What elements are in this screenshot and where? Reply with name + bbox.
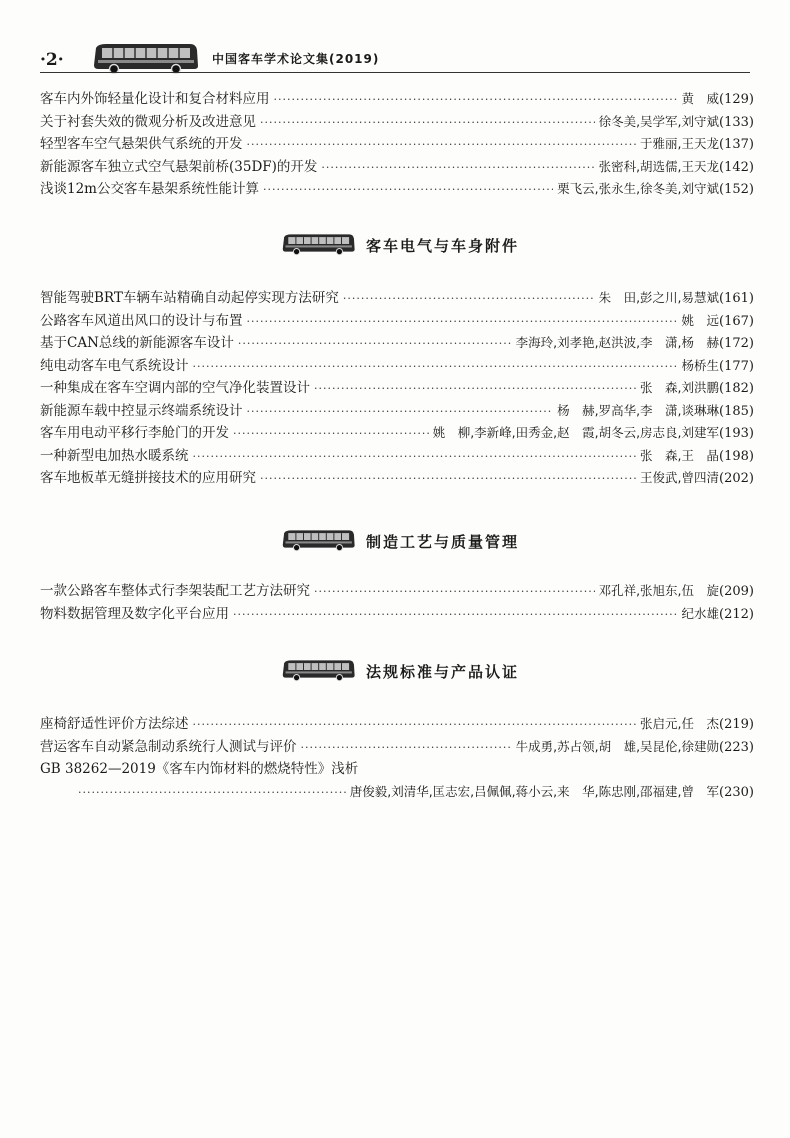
entry-title: 客车用电动平移行李舱门的开发	[40, 425, 229, 441]
entry-page: (223)	[719, 739, 754, 755]
entry-title: 基于CAN总线的新能源客车设计	[40, 335, 234, 351]
entry-page: (198)	[719, 448, 754, 464]
toc-entry[interactable]	[40, 377, 754, 400]
toc-entry[interactable]	[40, 111, 754, 134]
entry-page: (172)	[719, 336, 754, 351]
leader-dots	[233, 604, 678, 627]
entry-authors: 张启元,任 杰	[640, 716, 720, 731]
bus-icon	[280, 525, 356, 555]
entry-authors: 杨桥生	[681, 357, 720, 373]
entry-page: (202)	[719, 471, 754, 486]
toc-entry[interactable]	[40, 332, 754, 355]
leader-dots	[193, 446, 637, 469]
leader-dots	[301, 737, 512, 760]
entry-authors: 纪水雄	[681, 605, 720, 621]
entry-authors: 姚 柳,李新峰,田秀金,赵 霞,胡冬云,房志良,刘建军	[432, 425, 720, 440]
entry-title: 一种新型电加热水暖系统	[40, 447, 189, 464]
entry-page: (182)	[719, 381, 754, 396]
entry-page: (212)	[719, 606, 754, 622]
section-title: 制造工艺与质量管理	[366, 533, 520, 551]
toc-entry-continuation[interactable]	[40, 781, 754, 804]
leader-dots	[343, 288, 595, 311]
page-header	[40, 42, 750, 76]
entry-title: 关于衬套失效的微观分析及改进意见	[40, 113, 256, 130]
section-heading	[280, 525, 610, 557]
toc-entry[interactable]	[40, 88, 754, 111]
toc-entry[interactable]	[40, 580, 754, 603]
toc-list-top	[40, 88, 754, 201]
entry-title: 浅谈12m公交客车悬架系统性能计算	[40, 181, 259, 197]
toc-entry[interactable]	[40, 603, 754, 626]
leader-dots	[193, 356, 678, 379]
toc-entry[interactable]	[40, 736, 754, 759]
leader-dots	[321, 157, 594, 180]
entry-page: (209)	[719, 584, 754, 599]
entry-title: 智能驾驶BRT车辆车站精确自动起停实现方法研究	[40, 290, 339, 306]
bus-logo-icon	[90, 42, 200, 74]
leader-dots	[247, 401, 554, 424]
entry-title: 客车地板革无缝拼接技术的应用研究	[40, 470, 256, 486]
entry-page: (142)	[719, 159, 754, 175]
entry-title: 一款公路客车整体式行李架装配工艺方法研究	[40, 583, 310, 599]
toc-entry[interactable]	[40, 445, 754, 468]
entry-authors: 于雅丽,王天龙	[640, 136, 720, 151]
entry-authors: 姚 远	[681, 312, 720, 328]
toc-entry[interactable]	[40, 156, 754, 179]
entry-page: (129)	[719, 92, 754, 107]
section-title: 法规标准与产品认证	[366, 663, 520, 681]
toc-list-electrical	[40, 287, 754, 490]
toc-entry-long-title[interactable]	[40, 758, 754, 781]
entry-authors: 王俊武,曾四清	[640, 470, 720, 485]
entry-page: (185)	[719, 403, 754, 419]
page-number: ·2·	[40, 50, 64, 70]
toc-entry[interactable]	[40, 287, 754, 310]
section-heading	[280, 655, 610, 687]
leader-dots	[314, 581, 595, 604]
leader-dots	[247, 311, 678, 334]
entry-authors: 唐俊毅,刘清华,匡志宏,吕佩佩,蒋小云,来 华,陈忠刚,邵福建,曾 军	[349, 783, 720, 799]
leader-dots	[263, 179, 553, 202]
toc-entry[interactable]	[40, 178, 754, 201]
entry-authors: 李海玲,刘孝艳,赵洪波,李 潇,杨 赫	[515, 335, 720, 350]
entry-page: (230)	[719, 784, 754, 800]
entry-page: (167)	[719, 313, 754, 329]
entry-authors: 徐冬美,吴学军,刘守斌	[598, 113, 720, 129]
leader-dots	[260, 112, 595, 135]
entry-title: 座椅舒适性评价方法综述	[40, 716, 189, 732]
entry-title: 公路客车风道出风口的设计与布置	[40, 312, 243, 329]
toc-entry[interactable]	[40, 400, 754, 423]
leader-dots	[260, 468, 636, 491]
entry-page: (177)	[719, 358, 754, 374]
bus-icon	[280, 229, 356, 259]
entry-title: 新能源车载中控显示终端系统设计	[40, 402, 243, 419]
leader-dots	[233, 423, 429, 446]
journal-title: 中国客车学术论文集(2019)	[212, 52, 380, 66]
entry-authors: 朱 田,彭之川,易慧斌	[598, 290, 720, 305]
leader-dots	[238, 333, 512, 356]
entry-authors: 牛成勇,苏占领,胡 雄,吴昆伦,徐建勋	[515, 738, 720, 754]
entry-page: (219)	[719, 717, 754, 732]
toc-entry[interactable]	[40, 355, 754, 378]
entry-authors: 张 森,刘洪鹏	[640, 380, 720, 395]
entry-title: 营运客车自动紧急制动系统行人测试与评价	[40, 738, 297, 755]
toc-entry[interactable]	[40, 133, 754, 156]
entry-title: GB 38262—2019《客车内饰材料的燃烧特性》浅析	[40, 761, 359, 777]
entry-authors: 张密科,胡选儒,王天龙	[598, 158, 720, 174]
entry-page: (152)	[719, 182, 754, 197]
entry-title: 物料数据管理及数字化平台应用	[40, 605, 229, 622]
entry-title: 纯电动客车电气系统设计	[40, 357, 189, 374]
entry-authors: 张 森,王 晶	[640, 447, 720, 463]
toc-entry[interactable]	[40, 713, 754, 736]
toc-entry[interactable]	[40, 422, 754, 445]
entry-authors: 邓孔祥,张旭东,伍 旋	[598, 583, 720, 598]
toc-entry[interactable]	[40, 467, 754, 490]
entry-title: 轻型客车空气悬架供气系统的开发	[40, 136, 243, 152]
leader-dots	[193, 714, 637, 737]
leader-dots	[314, 378, 636, 401]
section-heading	[280, 229, 610, 261]
entry-authors: 栗飞云,张永生,徐冬美,刘守斌	[557, 181, 720, 196]
toc-entry[interactable]	[40, 310, 754, 333]
leader-dots	[274, 89, 678, 112]
entry-page: (133)	[719, 114, 754, 130]
entry-authors: 黄 威	[681, 91, 720, 106]
entry-page: (137)	[719, 137, 754, 152]
leader-dots	[78, 782, 346, 805]
entry-authors: 杨 赫,罗高华,李 潇,谈琳琳	[557, 402, 720, 418]
entry-title: 一种集成在客车空调内部的空气净化装置设计	[40, 380, 310, 396]
section-title: 客车电气与车身附件	[366, 237, 520, 255]
toc-list-regulations	[40, 713, 754, 803]
header-rule	[40, 72, 750, 73]
entry-page: (161)	[719, 291, 754, 306]
entry-title: 客车内外饰轻量化设计和复合材料应用	[40, 91, 270, 107]
toc-list-manufacturing	[40, 580, 754, 625]
entry-title: 新能源客车独立式空气悬架前桥(35DF)的开发	[40, 158, 318, 175]
entry-page: (193)	[719, 426, 754, 441]
leader-dots	[247, 134, 637, 157]
bus-icon	[280, 655, 356, 685]
